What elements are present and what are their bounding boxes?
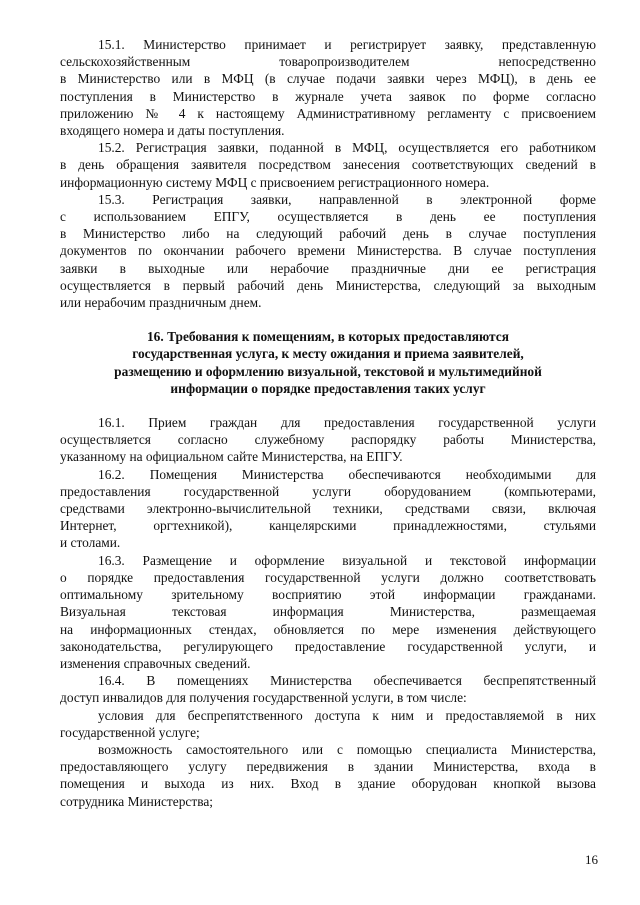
text-line: условия для беспрепятственного доступа к ним и предоставляемой в них [98,707,596,723]
text-line: с использованием ЕПГУ, осуществляется в день ее поступления [60,209,596,225]
text-line: помещения и выхода из них. Вход в здание оборудован кнопкой вызова [60,776,596,792]
list-item-access-conditions [60,707,596,741]
text-line: документов по окончании рабочего времени Министерства. В случае поступления [60,243,596,259]
heading-line: размещению и оформлению визуальной, текстовой и мультимедийной [114,363,542,379]
text-line: указанному на официальном сайте Министерства, на ЕПГУ. [60,449,403,465]
text-line: предоставления государственной услуги оборудованием (компьютерами, [60,483,596,499]
text-line: средствами электронно-вычислительной техники, средствами связи, включая [60,501,596,517]
text-line: 15.3. Регистрация заявки, направленной в электронной форме [98,191,596,207]
heading-line: 16. Требования к помещениям, в которых предоставляются [146,329,509,345]
paragraph-15-3 [60,191,596,311]
list-item-movement-assistance [60,741,596,810]
paragraph-15-2 [60,139,596,191]
text-line: 16.3. Размещение и оформление визуальной и текстовой информации [98,552,596,568]
text-line: законодательства, регулирующего предоставление государственной услуги, и [60,638,596,654]
paragraph-16-2 [60,466,596,552]
heading-line: информации о порядке предоставления таких услуг [170,380,486,396]
paragraph-16-3 [60,552,596,672]
text-line: поступления в Министерство в журнале учета заявок по форме согласно [60,88,596,104]
text-line: в Министерство либо на следующий рабочий день в случае поступления [60,226,596,242]
text-line: Визуальная текстовая информация Министерства, размещаемая [60,604,596,620]
text-line: о порядке предоставления государственной услуги должно соответствовать [60,569,596,585]
text-line: и столами. [60,535,121,551]
text-line: сотрудника Министерства; [60,793,214,809]
text-line: 16.1. Прием граждан для предоставления государственной услуги [98,415,596,431]
page-number: 16 [585,852,598,867]
paragraph-16-1 [60,414,596,466]
text-line: сельскохозяйственным товаропроизводителем непосредственно [60,54,596,70]
text-line: оптимальному зрительному восприятию этой информации гражданами. [60,587,596,603]
section-16-heading [68,328,588,397]
text-line: осуществляется согласно служебному распорядку работы Министерства, [60,432,596,448]
text-line: 15.1. Министерство принимает и регистрирует заявку, представленную [98,37,596,52]
text-line: возможность самостоятельного или с помощью специалиста Министерства, [98,741,596,757]
text-line: Интернет, оргтехникой), канцелярскими принадлежностями, стульями [60,518,596,534]
text-line: входящего номера и даты поступления. [60,123,285,139]
text-line: 15.2. Регистрация заявки, поданной в МФЦ, осуществляется его работником [98,140,596,156]
text-line: осуществляется в первый рабочий день Министерства, следующий за выходным [60,277,596,293]
text-line: предоставляющего услугу передвижения в здании Министерства, входа в [60,759,596,775]
heading-line: государственная услуга, к месту ожидания и приема заявителей, [132,346,524,362]
text-line: информационную систему МФЦ с присвоением регистрационного номера. [60,174,490,190]
document-page [60,36,596,810]
paragraph-15-1 [60,36,596,139]
text-line: в день обращения заявителя посредством занесения соответствующих сведений в [60,157,596,173]
text-line: государственной услуге; [60,724,200,740]
text-line: доступ инвалидов для получения государственной услуги, в том числе: [60,690,467,706]
paragraph-16-4 [60,672,596,706]
text-line: изменения справочных сведений. [60,655,251,671]
text-line: приложению № 4 к настоящему Административному регламенту с присвоением [60,105,596,121]
text-line: 16.2. Помещения Министерства обеспечиваются необходимыми для [98,466,596,482]
text-line: или нерабочим праздничным днем. [60,295,262,311]
text-line: в Министерство или в МФЦ (в случае подачи заявки через МФЦ), в день ее [60,71,596,87]
text-line: заявки в выходные или нерабочие праздничные дни ее регистрация [60,260,596,276]
text-line: 16.4. В помещениях Министерства обеспечивается беспрепятственный [98,673,596,689]
text-line: на информационных стендах, обновляется по мере изменения действующего [60,621,596,637]
